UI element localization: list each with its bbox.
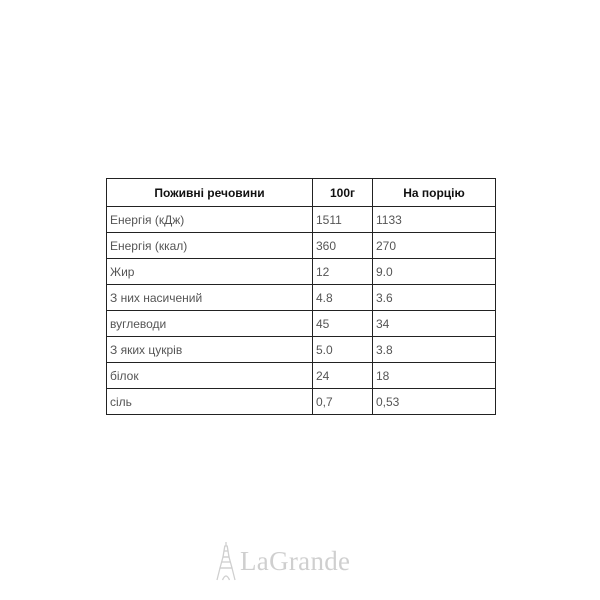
row-per-serving: 34 <box>373 311 496 337</box>
row-per-serving: 1133 <box>373 207 496 233</box>
row-name: З них насичений <box>107 285 313 311</box>
table-row <box>107 259 496 285</box>
row-name: Енергія (ккал) <box>107 233 313 259</box>
row-per-100g: 1511 <box>313 207 373 233</box>
row-name: вуглеводи <box>107 311 313 337</box>
table-row <box>107 233 496 259</box>
table-row <box>107 285 496 311</box>
header-per-100g: 100г <box>313 179 373 207</box>
table-row <box>107 207 496 233</box>
nutrition-table <box>106 178 496 415</box>
row-name: білок <box>107 363 313 389</box>
table-row <box>107 337 496 363</box>
table-row <box>107 389 496 415</box>
eiffel-tower-icon <box>216 541 236 581</box>
header-nutrients: Поживні речовини <box>107 179 313 207</box>
row-per-serving: 3.6 <box>373 285 496 311</box>
row-per-serving: 270 <box>373 233 496 259</box>
row-per-serving: 18 <box>373 363 496 389</box>
table-row <box>107 363 496 389</box>
row-name: Енергія (кДж) <box>107 207 313 233</box>
row-per-100g: 45 <box>313 311 373 337</box>
table-header-row <box>107 179 496 207</box>
table-row <box>107 311 496 337</box>
row-per-serving: 3.8 <box>373 337 496 363</box>
row-name: З яких цукрів <box>107 337 313 363</box>
row-per-100g: 0,7 <box>313 389 373 415</box>
row-name: сіль <box>107 389 313 415</box>
row-name: Жир <box>107 259 313 285</box>
watermark <box>216 541 350 581</box>
watermark-text: LaGrande <box>240 545 351 576</box>
row-per-100g: 5.0 <box>313 337 373 363</box>
row-per-100g: 12 <box>313 259 373 285</box>
row-per-serving: 9.0 <box>373 259 496 285</box>
row-per-serving: 0,53 <box>373 389 496 415</box>
row-per-100g: 24 <box>313 363 373 389</box>
header-per-serving: На порцію <box>373 179 496 207</box>
row-per-100g: 360 <box>313 233 373 259</box>
row-per-100g: 4.8 <box>313 285 373 311</box>
